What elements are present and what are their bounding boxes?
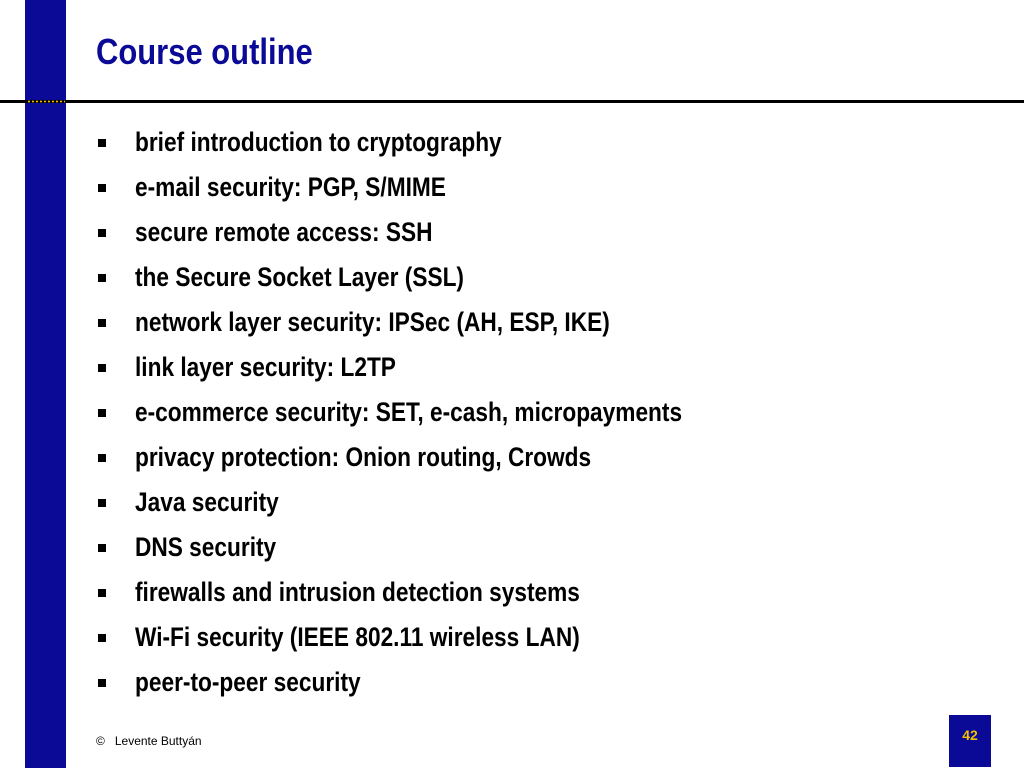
square-bullet-icon [98, 499, 106, 507]
list-item [96, 300, 786, 345]
list-item [96, 165, 786, 210]
square-bullet-icon [98, 409, 106, 417]
list-item [96, 615, 786, 660]
bullet-text: e-mail security: PGP, S/MIME [135, 172, 446, 202]
list-item [96, 660, 786, 705]
left-accent-bar [25, 0, 66, 768]
slide-title: Course outline [96, 31, 313, 72]
footer-copyright [96, 734, 202, 748]
bullet-text: firewalls and intrusion detection systems [135, 577, 580, 607]
page-number: 42 [962, 727, 978, 743]
square-bullet-icon [98, 679, 106, 687]
bullet-text: Java security [135, 487, 279, 517]
square-bullet-icon [98, 229, 106, 237]
square-bullet-icon [98, 589, 106, 597]
bullet-text: DNS security [135, 532, 277, 562]
square-bullet-icon [98, 274, 106, 282]
bullet-list [96, 120, 786, 705]
bullet-text: secure remote access: SSH [135, 217, 433, 247]
list-item [96, 390, 786, 435]
bullet-text: Wi-Fi security (IEEE 802.11 wireless LAN) [135, 622, 580, 652]
square-bullet-icon [98, 454, 106, 462]
square-bullet-icon [98, 184, 106, 192]
square-bullet-icon [98, 364, 106, 372]
footer-author: Levente Buttyán [114, 734, 202, 748]
list-item [96, 570, 786, 615]
list-item [96, 345, 786, 390]
bullet-text: peer-to-peer security [135, 667, 361, 697]
list-item [96, 255, 786, 300]
list-item [96, 210, 786, 255]
bullet-text: the Secure Socket Layer (SSL) [135, 262, 464, 292]
list-item [96, 480, 786, 525]
copyright-icon: © [96, 734, 105, 748]
square-bullet-icon [98, 634, 106, 642]
list-item [96, 120, 786, 165]
bullet-text: privacy protection: Onion routing, Crowds [135, 442, 592, 472]
bullet-text: brief introduction to cryptography [135, 127, 502, 157]
page-number-badge [949, 715, 991, 767]
bullet-text: e-commerce security: SET, e-cash, micropayments [135, 397, 683, 427]
square-bullet-icon [98, 319, 106, 327]
bullet-text: link layer security: L2TP [135, 352, 396, 382]
bullet-text: network layer security: IPSec (AH, ESP, IKE) [135, 307, 610, 337]
list-item [96, 435, 786, 480]
square-bullet-icon [98, 544, 106, 552]
square-bullet-icon [98, 139, 106, 147]
list-item [96, 525, 786, 570]
title-divider [0, 100, 1024, 103]
divider-dots [27, 100, 65, 103]
